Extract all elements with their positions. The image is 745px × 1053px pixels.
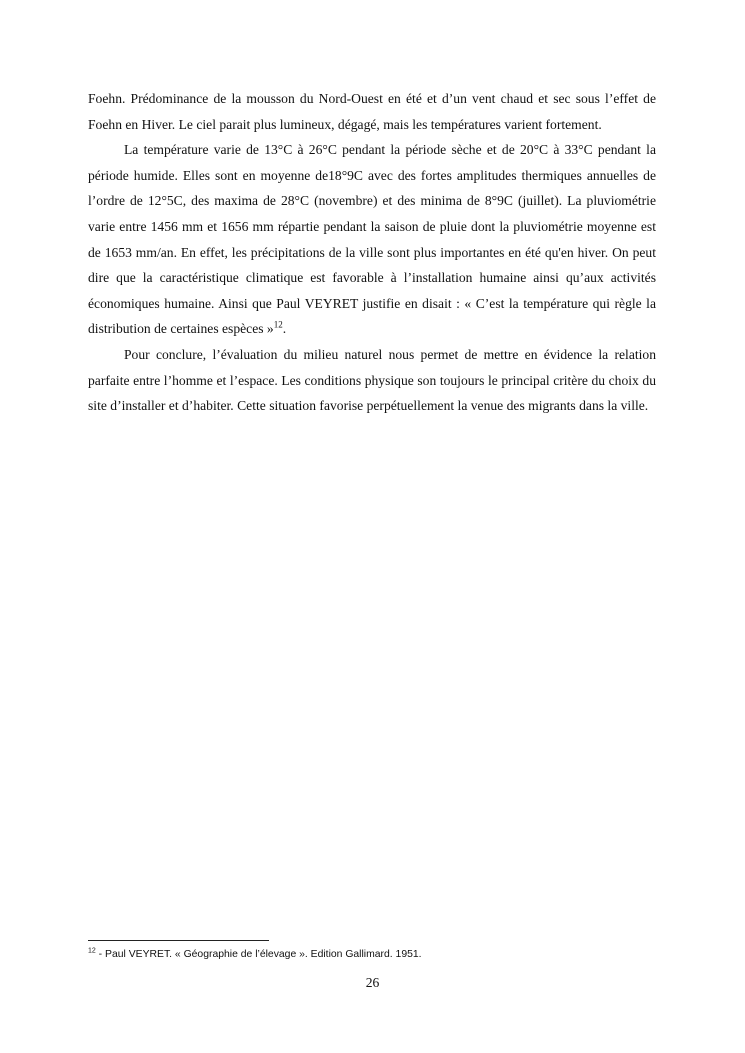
paragraph-2-end: . (282, 321, 287, 337)
footnote-text: - Paul VEYRET. « Géographie de l’élevage ». Edition Gallimard. 1951. (95, 949, 422, 960)
paragraph-3: Pour conclure, l’évaluation du milieu naturel nous permet de mettre en évidence la relation parfaite entre l’homme et l’espace. Les conditions physique son toujours le principal critère du choix du site d’installer et d’habiter. Cette situation favorise perpétuellement la venue des migrants dans la ville. (88, 346, 656, 414)
page-number: 26 (365, 975, 380, 990)
footnote-number: 12 (88, 947, 96, 955)
footnote (88, 948, 656, 962)
footnote-reference: 12 (273, 319, 283, 330)
paragraph-1: Foehn. Prédominance de la mousson du Nord-Ouest en été et d’un vent chaud et sec sous l’effet de Foehn en Hiver. Le ciel parait plus lumineux, dégagé, mais les températures varient fortement. (88, 91, 656, 132)
footnote-separator (88, 940, 269, 941)
document-body (88, 86, 656, 419)
paragraph-2-text: La température varie de 13°C à 26°C pendant la période sèche et de 20°C à 33°C pendant la période humide. Elles sont en moyenne de18°9C avec des fortes amplitudes thermiques annuelles de l’ordre de 12°5C, des maxima de 28°C (novembre) et des minima de 8°9C (juillet). La pluviométrie varie entre 1456 mm et 1656 mm répartie pendant la saison de pluie dont la pluviométrie moyenne est de 1653 mm/an. En effet, les précipitations de la ville sont plus importantes en été qu'en hiver. On peut dire que la caractéristique climatique est favorable à l’installation humaine ainsi qu’aux activités économiques humaine. Ainsi que Paul VEYRET justifie en disait : « C’est la température qui règle la distribution de certaines espèces » (88, 142, 656, 337)
paragraph-2 (88, 137, 656, 342)
